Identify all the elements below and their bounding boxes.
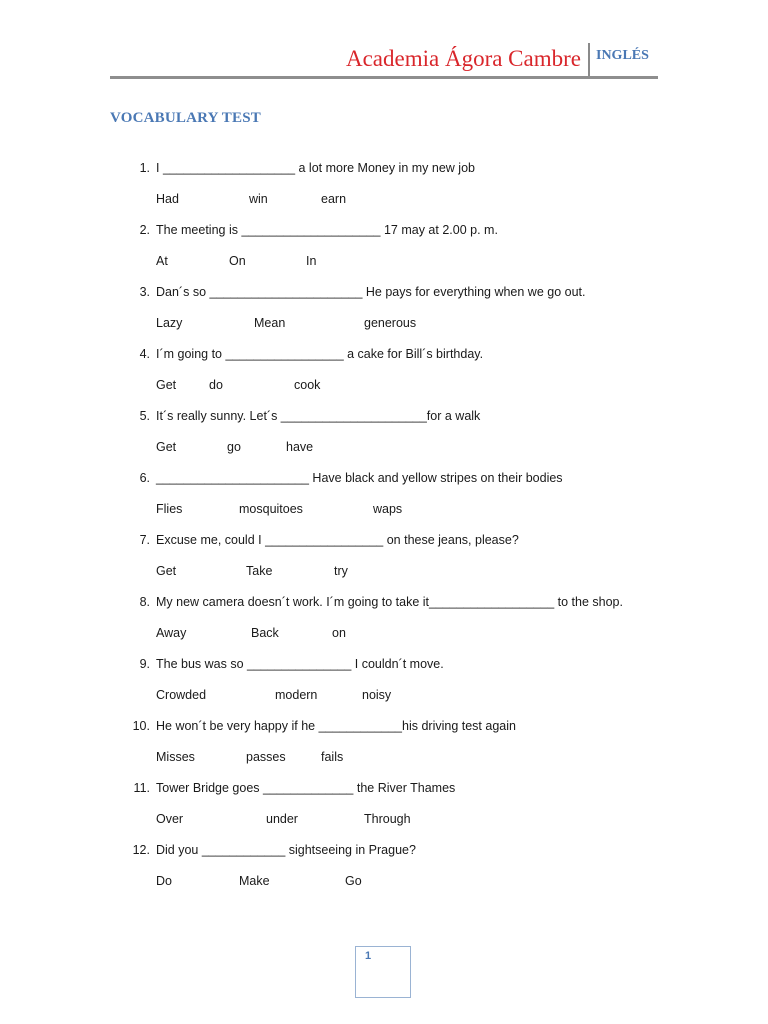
answer-option: generous xyxy=(364,316,417,330)
question-text: My new camera doesn´t work. I´m going to take it__________________ to the shop. xyxy=(156,595,623,609)
answer-option: try xyxy=(334,564,348,578)
test-title: VOCABULARY TEST xyxy=(110,110,261,126)
answer-option: win xyxy=(249,192,268,206)
question-number: 4. xyxy=(139,347,150,361)
answer-option: Do xyxy=(156,874,172,888)
answer-option: Lazy xyxy=(156,316,183,330)
academy-title: Academia Ágora Cambre xyxy=(345,46,581,71)
answer-option: Crowded xyxy=(156,688,207,702)
question-text: It´s really sunny. Let´s _____________________for a walk xyxy=(156,409,481,423)
answer-option: modern xyxy=(275,688,318,702)
answer-option: At xyxy=(156,254,168,268)
answer-option: passes xyxy=(246,750,286,764)
answer-option: mosquitoes xyxy=(239,502,303,516)
answer-option: do xyxy=(209,378,223,392)
question-number: 10. xyxy=(132,719,150,733)
answer-option: Get xyxy=(156,378,177,392)
question-number: 2. xyxy=(139,223,150,237)
answer-option: Make xyxy=(239,874,270,888)
answer-option: earn xyxy=(321,192,347,206)
question-number: 11. xyxy=(133,781,150,795)
answer-option: On xyxy=(229,254,246,268)
question-text: ______________________ Have black and yellow stripes on their bodies xyxy=(156,471,563,485)
answer-option: Through xyxy=(364,812,411,826)
subject-label: INGLÉS xyxy=(596,48,649,63)
answer-option: Away xyxy=(156,626,187,640)
page-number-box xyxy=(355,946,411,998)
answer-option: go xyxy=(227,440,241,454)
answer-option: have xyxy=(286,440,314,454)
answer-option: cook xyxy=(294,378,321,392)
question-number: 7. xyxy=(139,533,150,547)
question-number: 3. xyxy=(139,285,150,299)
answer-option: Back xyxy=(251,626,279,640)
answer-option: Had xyxy=(156,192,179,206)
page-number: 1 xyxy=(365,950,372,962)
answer-option: Get xyxy=(156,440,177,454)
question-text: I´m going to _________________ a cake for Bill´s birthday. xyxy=(156,347,484,361)
answer-option: fails xyxy=(321,750,344,764)
answer-option: Over xyxy=(156,812,184,826)
answer-option: on xyxy=(332,626,346,640)
answer-option: Get xyxy=(156,564,177,578)
question-text: Excuse me, could I _________________ on these jeans, please? xyxy=(156,533,519,547)
answer-option: under xyxy=(266,812,298,826)
question-text: He won´t be very happy if he ____________his driving test again xyxy=(156,719,516,733)
question-number: 1. xyxy=(139,161,150,175)
question-text: I ___________________ a lot more Money in my new job xyxy=(156,161,475,175)
question-number: 5. xyxy=(139,409,150,423)
answer-option: Mean xyxy=(254,316,286,330)
question-number: 9. xyxy=(139,657,150,671)
question-number: 8. xyxy=(139,595,150,609)
question-text: The meeting is ____________________ 17 may at 2.00 p. m. xyxy=(156,223,498,237)
answer-option: In xyxy=(306,254,317,268)
answer-option: Take xyxy=(246,564,273,578)
question-text: Did you ____________ sightseeing in Prague? xyxy=(156,843,416,857)
answer-option: Go xyxy=(345,874,362,888)
question-text: The bus was so _______________ I couldn´t move. xyxy=(156,657,444,671)
answer-option: noisy xyxy=(362,688,392,702)
answer-option: waps xyxy=(373,502,403,516)
header-divider xyxy=(588,43,590,78)
header-rule xyxy=(110,76,658,79)
question-text: Dan´s so ______________________ He pays for everything when we go out. xyxy=(156,285,586,299)
answer-option: Misses xyxy=(156,750,195,764)
question-text: Tower Bridge goes _____________ the River Thames xyxy=(156,781,456,795)
question-number: 6. xyxy=(139,471,150,485)
answer-option: Flies xyxy=(156,502,183,516)
question-number: 12. xyxy=(132,843,150,857)
